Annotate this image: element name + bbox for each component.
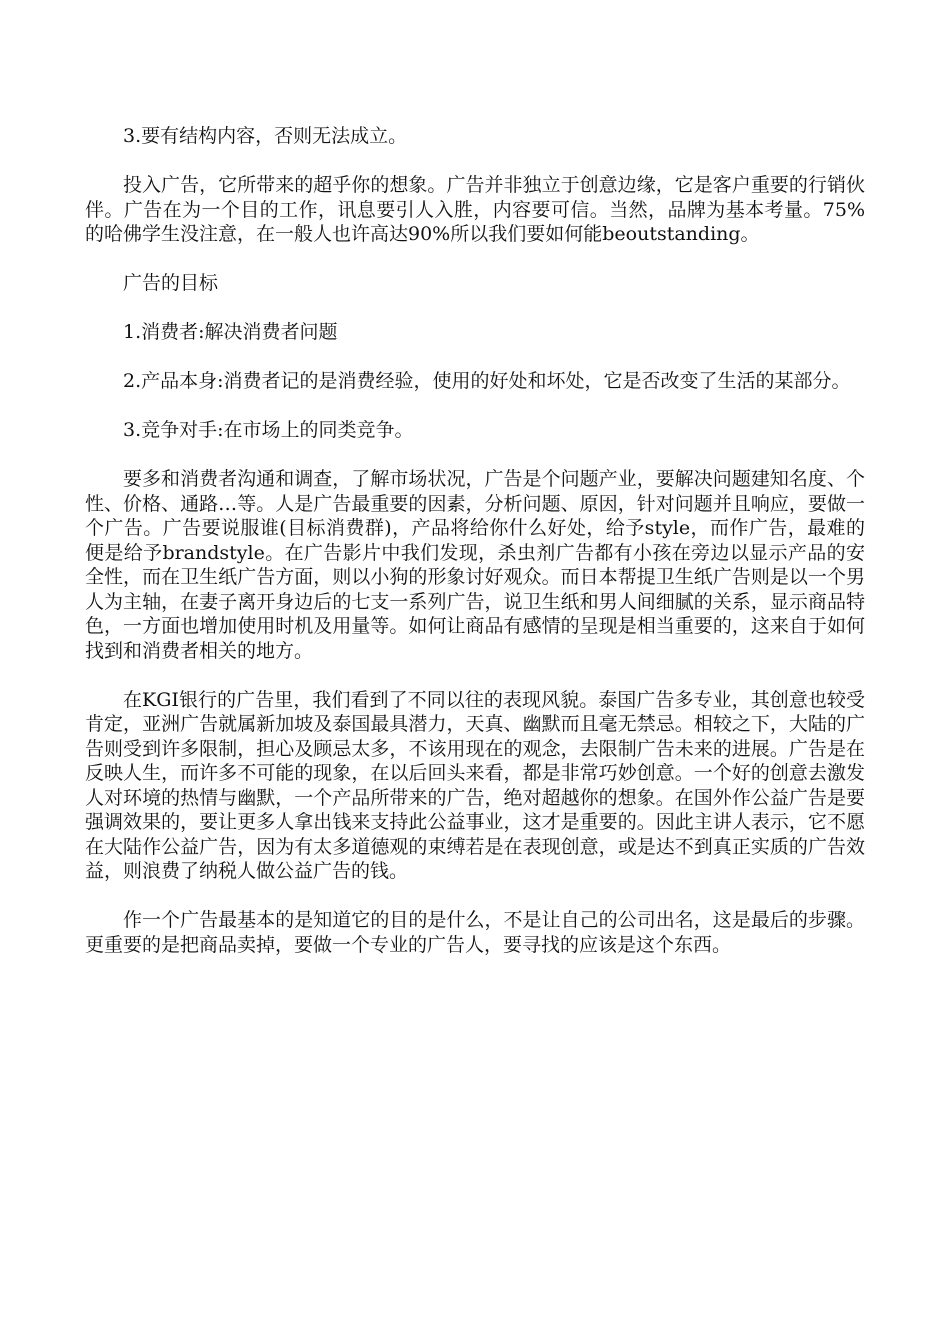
paragraph-kgi-bank-ads: 在KGI银行的广告里，我们看到了不同以往的表现风貌。泰国广告多专业，其创意也较受肯定，亚洲广告就属新加坡及泰国最具潜力，天真、幽默而且毫无禁忌。相较之下，大陆的广告则受到许多限制，担心及顾忌太多，不该用现在的观念，去限制广告未来的进展。广告是在反映人生，而许多不可能的现象，在以后回头来看，都是非常巧妙创意。一个好的创意去激发人对环境的热情与幽默，一个产品所带来的广告，绝对超越你的想象。在国外作公益广告是要强调效果的，要让更多人拿出钱来支持此公益事业，这才是重要的。因此主讲人表示，它不愿在大陆作公益广告，因为有太多道德观的束缚若是在表现创意，或是达不到真正实质的广告效益，则浪费了纳税人做公益广告的钱。: [85, 688, 865, 882]
section-heading-ad-goals: 广告的目标: [123, 272, 219, 294]
paragraph-advertising-investment: 投入广告，它所带来的超乎你的想象。广告并非独立于创意边缘，它是客户重要的行销伙伴。广告在为一个目的工作，讯息要引人入胜，内容要可信。当然，品牌为基本考量。75%的哈佛学生没注意，在一般人也许高达90%所以我们要如何能beoutstanding。: [85, 174, 865, 245]
paragraph-ad-purpose: 作一个广告最基本的是知道它的目的是什么，不是让自己的公司出名，这是最后的步骤。更重要的是把商品卖掉，要做一个专业的广告人，要寻找的应该是这个东西。: [85, 909, 865, 956]
list-item-consumer: 1.消费者:解决消费者问题: [123, 321, 338, 343]
document-body: [85, 124, 865, 982]
list-item-product: 2.产品本身:消费者记的是消费经验，使用的好处和坏处，它是否改变了生活的某部分。: [123, 370, 851, 392]
list-item-competitor: 3.竞争对手:在市场上的同类竞争。: [123, 419, 414, 441]
paragraph-structure-requirement: 3.要有结构内容，否则无法成立。: [123, 125, 408, 147]
paragraph-consumer-research: 要多和消费者沟通和调查，了解市场状况，广告是个问题产业，要解决问题建知名度、个性、价格、通路…等。人是广告最重要的因素，分析问题、原因，针对问题并且响应，要做一个广告。广告要说服谁(目标消费群)，产品将给你什么好处，给予style，而作广告，最难的便是给予brandstyle。在广告影片中我们发现，杀虫剂广告都有小孩在旁边以显示产品的安全性，而在卫生纸广告方面，则以小狗的形象讨好观众。而日本帮提卫生纸广告则是以一个男人为主轴，在妻子离开身边后的七支一系列广告，说卫生纸和男人间细腻的关系，显示商品特色，一方面也增加使用时机及用量等。如何让商品有感情的呈现是相当重要的，这来自于如何找到和消费者相关的地方。: [85, 468, 865, 662]
